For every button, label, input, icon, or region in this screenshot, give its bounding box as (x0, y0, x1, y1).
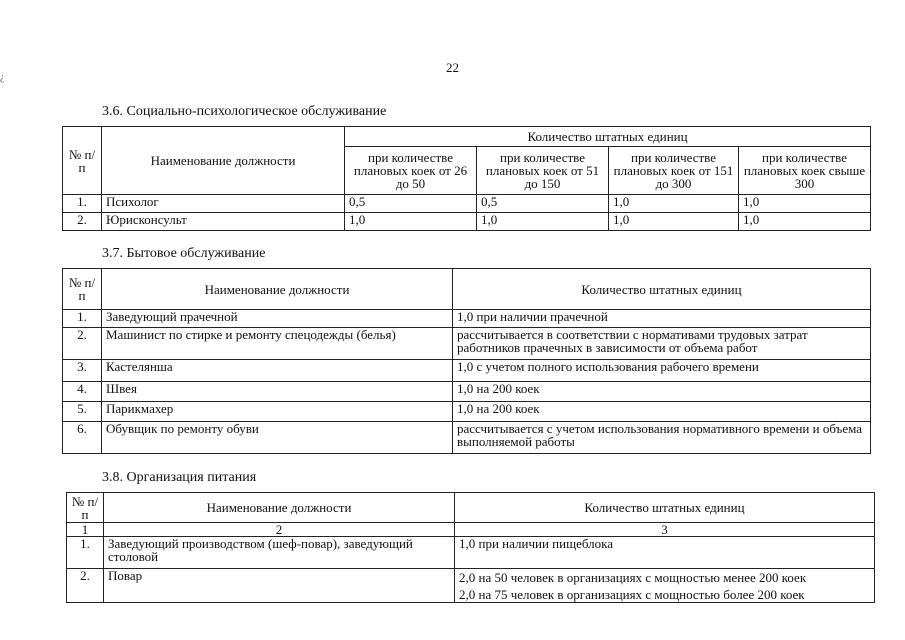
row-name: Швея (102, 382, 453, 402)
row-value: 1,0 (739, 213, 871, 231)
header-name: Наименование должности (104, 493, 455, 523)
row-units: 1,0 на 200 коек (453, 382, 871, 402)
index-cell: 1 (67, 523, 104, 537)
header-num: № п/п (63, 127, 102, 195)
table-household-services (62, 268, 871, 454)
table-row (63, 328, 871, 360)
row-units-line: 2,0 на 75 человек в организациях с мощностью более 200 коек (459, 587, 805, 602)
row-num: 4. (63, 382, 102, 402)
subheader-over-300: при количестве плановых коек свыше 300 (739, 147, 871, 195)
row-num: 5. (63, 402, 102, 422)
row-name: Юрисконсульт (102, 213, 345, 231)
table-row (63, 422, 871, 454)
row-num: 2. (67, 569, 104, 603)
row-units: 1,0 с учетом полного использования рабочего времени (453, 360, 871, 382)
header-num: № п/п (63, 269, 102, 310)
row-name: Обувщик по ремонту обуви (102, 422, 453, 454)
row-units: рассчитывается в соответствии с нормативами трудовых затрат работников прачечных в зависимости от объема работ (453, 328, 871, 360)
row-units-line: 1,0 при наличии пищеблока (459, 536, 614, 551)
table-row (63, 310, 871, 328)
header-units: Количество штатных единиц (453, 269, 871, 310)
row-value: 1,0 (477, 213, 609, 231)
row-name: Кастелянша (102, 360, 453, 382)
table-row (63, 213, 871, 231)
row-name: Психолог (102, 195, 345, 213)
table-row (67, 569, 875, 603)
section-heading-3-7: 3.7. Бытовое обслуживание (102, 246, 266, 261)
header-num: № п/п (67, 493, 104, 523)
row-units: рассчитывается с учетом использования нормативного времени и объема выполняемой работы (453, 422, 871, 454)
row-value: 1,0 (739, 195, 871, 213)
section-heading-3-6: 3.6. Социально-психологическое обслуживание (102, 104, 387, 119)
row-value: 0,5 (477, 195, 609, 213)
row-value: 1,0 (345, 213, 477, 231)
row-value: 1,0 (609, 213, 739, 231)
row-num: 1. (63, 310, 102, 328)
row-num: 1. (63, 195, 102, 213)
subheader-51-150: при количестве плановых коек от 51 до 150 (477, 147, 609, 195)
subheader-151-300: при количестве плановых коек от 151 до 300 (609, 147, 739, 195)
row-name: Парикмахер (102, 402, 453, 422)
index-cell: 2 (104, 523, 455, 537)
index-cell: 3 (455, 523, 875, 537)
row-num: 2. (63, 213, 102, 231)
table-row (67, 537, 875, 569)
row-num: 3. (63, 360, 102, 382)
row-units (455, 537, 875, 569)
row-value: 1,0 (609, 195, 739, 213)
section-heading-3-8: 3.8. Организация питания (102, 470, 257, 485)
row-name: Повар (104, 569, 455, 603)
row-name: Заведующий прачечной (102, 310, 453, 328)
row-num: 1. (67, 537, 104, 569)
side-mark: ¿ (0, 72, 5, 83)
subheader-26-50: при количестве плановых коек от 26 до 50 (345, 147, 477, 195)
table-social-psychological (62, 126, 871, 231)
table-row (63, 195, 871, 213)
row-num: 6. (63, 422, 102, 454)
row-units: 1,0 при наличии прачечной (453, 310, 871, 328)
header-units: Количество штатных единиц (455, 493, 875, 523)
index-row (67, 523, 875, 537)
table-row (63, 382, 871, 402)
header-name: Наименование должности (102, 269, 453, 310)
header-name: Наименование должности (102, 127, 345, 195)
table-catering (66, 492, 875, 603)
header-units: Количество штатных единиц (345, 127, 871, 147)
row-units: 1,0 на 200 коек (453, 402, 871, 422)
row-units (455, 569, 875, 603)
page-number: 22 (446, 60, 459, 75)
row-units-line: 2,0 на 50 человек в организациях с мощностью менее 200 коек (459, 570, 807, 585)
row-name: Заведующий производством (шеф-повар), заведующий столовой (104, 537, 455, 569)
row-value: 0,5 (345, 195, 477, 213)
row-num: 2. (63, 328, 102, 360)
table-row (63, 402, 871, 422)
row-name: Машинист по стирке и ремонту спецодежды (белья) (102, 328, 453, 360)
table-row (63, 360, 871, 382)
